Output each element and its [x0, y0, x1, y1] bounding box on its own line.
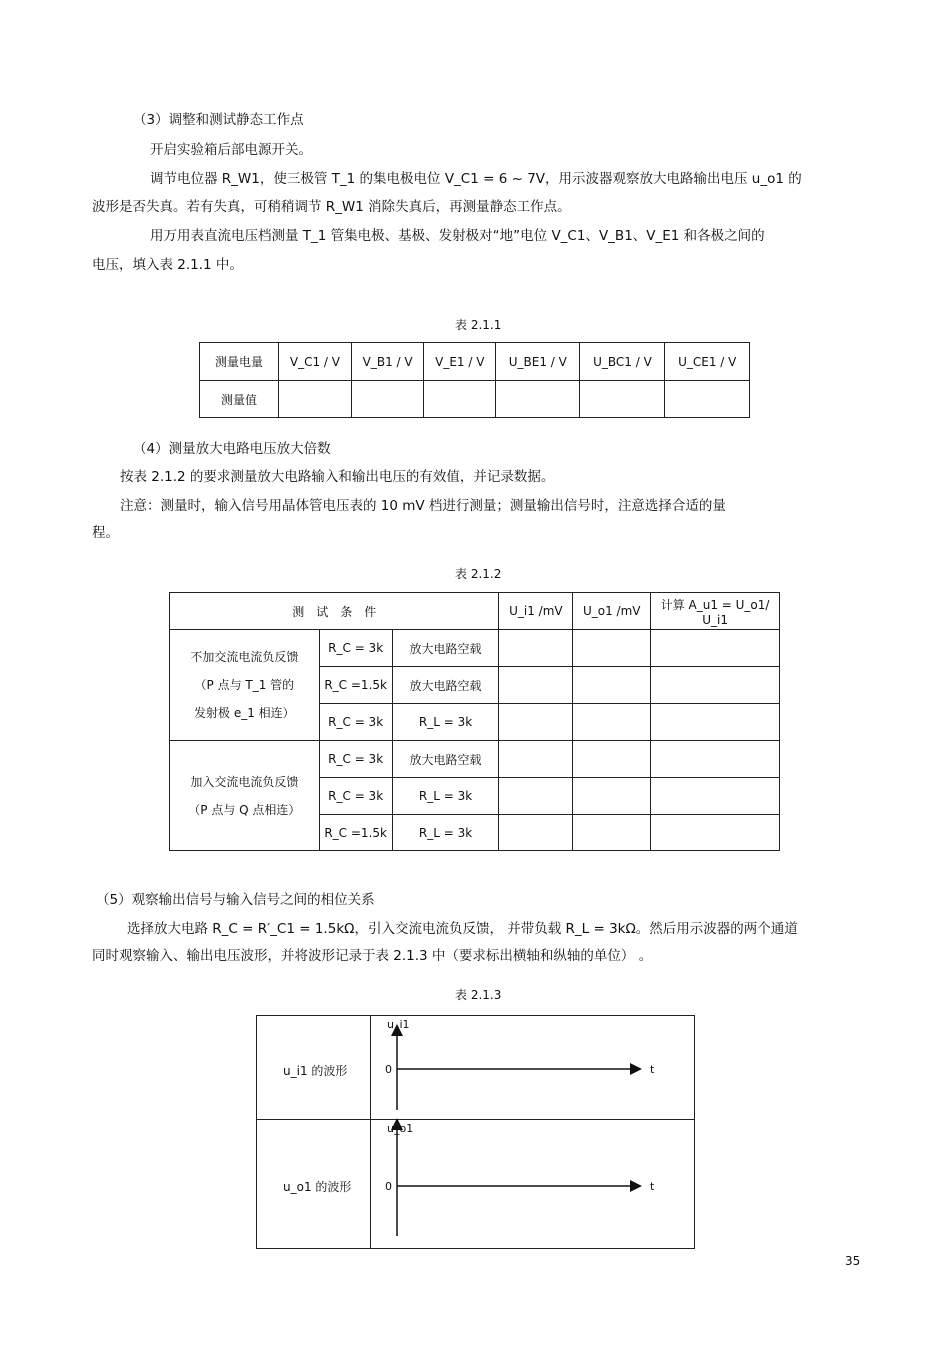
table1-cell-ve1[interactable] [424, 381, 496, 418]
table1-cell-vb1[interactable] [351, 381, 424, 418]
table1-cell-ubc1[interactable] [580, 381, 665, 418]
x-axis-label-1: t [650, 1063, 655, 1076]
table2-input-cell[interactable] [651, 704, 780, 741]
table3-caption: 表 2.1.3 [455, 988, 502, 1002]
table1-header-ubc1: U_BC1 / V [580, 343, 665, 381]
group1-line1: 不加交流电流负反馈 [190, 650, 299, 664]
section3-line3: 波形是否失真。若有失真，可稍稍调节 R_W1 消除失真后，再测量静态工作点。 [92, 199, 571, 215]
table2-input-cell[interactable] [573, 630, 651, 667]
section5-line2: 同时观察输入、输出电压波形，并将波形记录于表 2.1.3 中（要求标出横轴和纵轴的单位） 。 [92, 948, 653, 964]
table1-cell-uce1[interactable] [665, 381, 750, 418]
table1-header-ve1: V_E1 / V [424, 343, 496, 381]
section3-heading: （3）调整和测试静态工作点 [133, 112, 304, 128]
origin-label-2: 0 [385, 1180, 392, 1193]
table3-row1-label: u_i1 的波形 [283, 1064, 348, 1078]
table2-input-cell[interactable] [499, 630, 573, 667]
table1-header-ube1: U_BE1 / V [496, 343, 580, 381]
table2-input-cell[interactable] [499, 815, 573, 851]
table2-load-cell: 放大电路空载 [392, 630, 499, 667]
table3-row2-label: u_o1 的波形 [283, 1180, 352, 1194]
table2-input-cell[interactable] [499, 741, 573, 778]
section3-line1: 开启实验箱后部电源开关。 [150, 142, 312, 158]
section3-line2: 调节电位器 R_W1，使三极管 T_1 的集电极电位 V_C1 = 6 ~ 7V，用示波器观察放大电路输出电压 u_o1 的 [150, 171, 802, 187]
group1-line3: 发射极 e_1 相连） [194, 706, 295, 720]
table2-input-cell[interactable] [651, 815, 780, 851]
table2-input-cell[interactable] [573, 741, 651, 778]
section5-line1: 选择放大电路 R_C = R′_C1 = 1.5kΩ，引入交流电流负反馈， 并带负载 R_L = 3kΩ。然后用示波器的两个通道 [127, 921, 798, 937]
table2-input-cell[interactable] [499, 667, 573, 704]
table2-input-cell[interactable] [651, 667, 780, 704]
table2-input-cell[interactable] [573, 667, 651, 704]
table1-cell-vc1[interactable] [279, 381, 352, 418]
table2-input-cell[interactable] [573, 815, 651, 851]
section3-line5: 电压，填入表 2.1.1 中。 [92, 257, 243, 273]
table2-load-cell: R_L = 3k [392, 778, 499, 815]
table2-input-cell[interactable] [573, 778, 651, 815]
group2-line2: （P 点与 Q 点相连） [188, 802, 301, 817]
table1-caption: 表 2.1.1 [455, 318, 502, 332]
table2-load-cell: 放大电路空载 [392, 741, 499, 778]
group2-line1: 加入交流电流负反馈 [190, 774, 299, 789]
table2-rc-cell: R_C = 3k [319, 704, 392, 741]
x-axis-label-2: t [650, 1180, 655, 1193]
table1-header-vb1: V_B1 / V [351, 343, 424, 381]
table2-header-condition: 测 试 条 件 [170, 593, 499, 630]
waveform-axes [371, 1016, 693, 1247]
section4-heading: （4）测量放大电路电压放大倍数 [133, 441, 331, 457]
section5-heading: （5）观察输出信号与输入信号之间的相位关系 [96, 892, 375, 908]
table2-input-cell[interactable] [499, 704, 573, 741]
section4-line3: 程。 [92, 525, 119, 541]
table-2-1-1 [199, 342, 750, 418]
page-number: 35 [845, 1254, 861, 1268]
table2-rc-cell: R_C = 3k [319, 741, 392, 778]
table2-group1-label [170, 630, 320, 741]
section4-line1: 按表 2.1.2 的要求测量放大电路输入和输出电压的有效值，并记录数据。 [120, 469, 555, 485]
table1-row-label: 测量值 [200, 381, 279, 418]
table2-load-cell: R_L = 3k [392, 815, 499, 851]
section3-line4: 用万用表直流电压档测量 T_1 管集电极、基极、发射极对“地”电位 V_C1、V_B1、V_E1 和各极之间的 [150, 228, 765, 244]
table2-header-ui: U_i1 /mV [499, 593, 573, 630]
table2-load-cell: 放大电路空载 [392, 667, 499, 704]
section4-line2: 注意：测量时，输入信号用晶体管电压表的 10 mV 档进行测量；测量输出信号时，注意选择合适的量 [120, 498, 726, 514]
table2-caption: 表 2.1.2 [455, 567, 502, 581]
table1-cell-ube1[interactable] [496, 381, 580, 418]
table2-input-cell[interactable] [651, 630, 780, 667]
table2-rc-cell: R_C =1.5k [319, 815, 392, 851]
table2-input-cell[interactable] [651, 741, 780, 778]
table-2-1-3 [256, 1015, 695, 1249]
table2-header-uo: U_o1 /mV [573, 593, 651, 630]
y-axis-label-2: u_o1 [387, 1122, 414, 1135]
group1-line2: （P 点与 T_1 管的 [194, 678, 295, 692]
origin-label-1: 0 [385, 1063, 392, 1076]
table-2-1-2 [169, 592, 780, 851]
table2-rc-cell: R_C = 3k [319, 778, 392, 815]
table2-group2-label [170, 741, 320, 851]
table1-header-quantity: 测量电量 [200, 343, 279, 381]
table1-header-uce1: U_CE1 / V [665, 343, 750, 381]
table1-header-vc1: V_C1 / V [279, 343, 352, 381]
table2-load-cell: R_L = 3k [392, 704, 499, 741]
table2-rc-cell: R_C = 3k [319, 630, 392, 667]
table2-input-cell[interactable] [573, 704, 651, 741]
table2-input-cell[interactable] [651, 778, 780, 815]
y-axis-label-1: u_i1 [387, 1018, 410, 1031]
table2-rc-cell: R_C =1.5k [319, 667, 392, 704]
table2-input-cell[interactable] [499, 778, 573, 815]
table2-header-calc: 计算 A_u1 = U_o1/ U_i1 [651, 593, 780, 630]
